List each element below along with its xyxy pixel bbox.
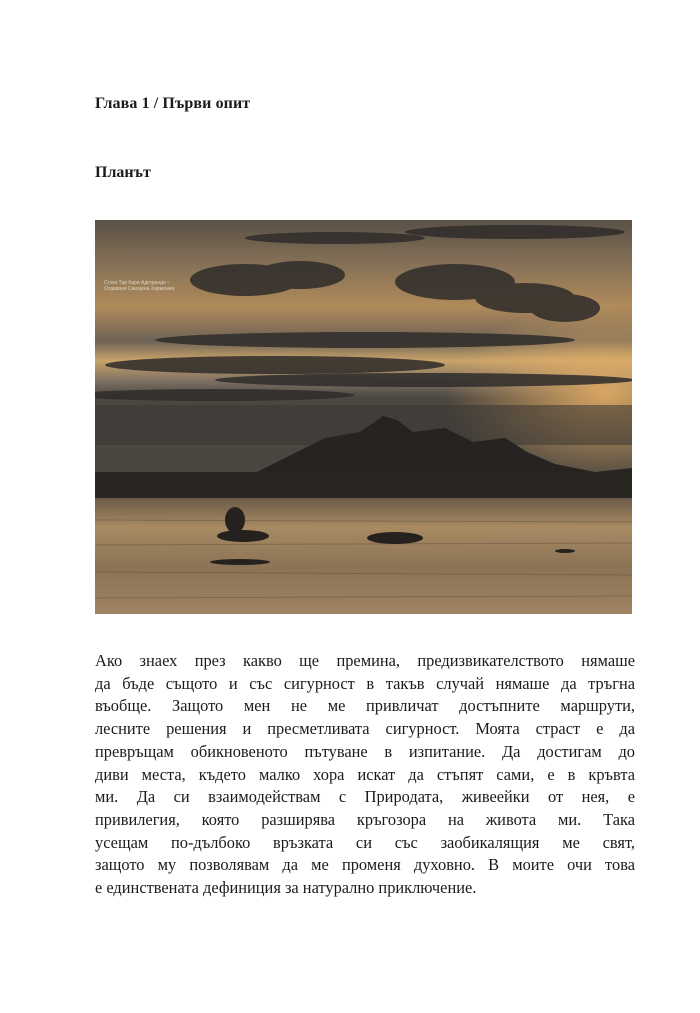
- text-line: защото му позволявам да ме променя духовно. В моите очи това: [95, 855, 635, 875]
- text-line: Ако знаех през какво ще премина, предизвикателството нямаше: [95, 651, 635, 670]
- text-line: е единствената дефиниция за натурално приключение.: [95, 878, 477, 898]
- text-line: лесните решения и пресметливата сигурност. Моята страст е да: [95, 719, 635, 739]
- body-paragraph: [95, 650, 635, 900]
- text-line: ми. Да си взаимодействам с Природата, живеейки от нея, е: [95, 787, 635, 807]
- chapter-title: Глава 1 / Първи опит: [95, 95, 251, 112]
- text-line: въобще. Защото мен не ме привличат достъпните маршрути,: [95, 696, 635, 716]
- text-line: диви места, където малко хора искат да стъпят сами, е в кръвта: [95, 764, 635, 784]
- text-line: усещам по-дълбоко връзката си със заобикалящия ме свят,: [95, 832, 635, 852]
- text-line: превръщам обикновеното пътуване в изпитание. Да достигам до: [95, 741, 635, 761]
- shoreline: [95, 472, 632, 498]
- text-line: да бъде същото и със сигурност в такъв случай нямаше да тръгна: [95, 673, 635, 693]
- photo-caption: Стига Тар Кари Адгорандо – Отдаване Свещена Хармония: [104, 280, 175, 292]
- text-line: привилегия, която разширява кръгозора на живота ми. Така: [95, 809, 635, 829]
- section-title: Планът: [95, 164, 151, 181]
- sunset-river-photo: [95, 220, 632, 614]
